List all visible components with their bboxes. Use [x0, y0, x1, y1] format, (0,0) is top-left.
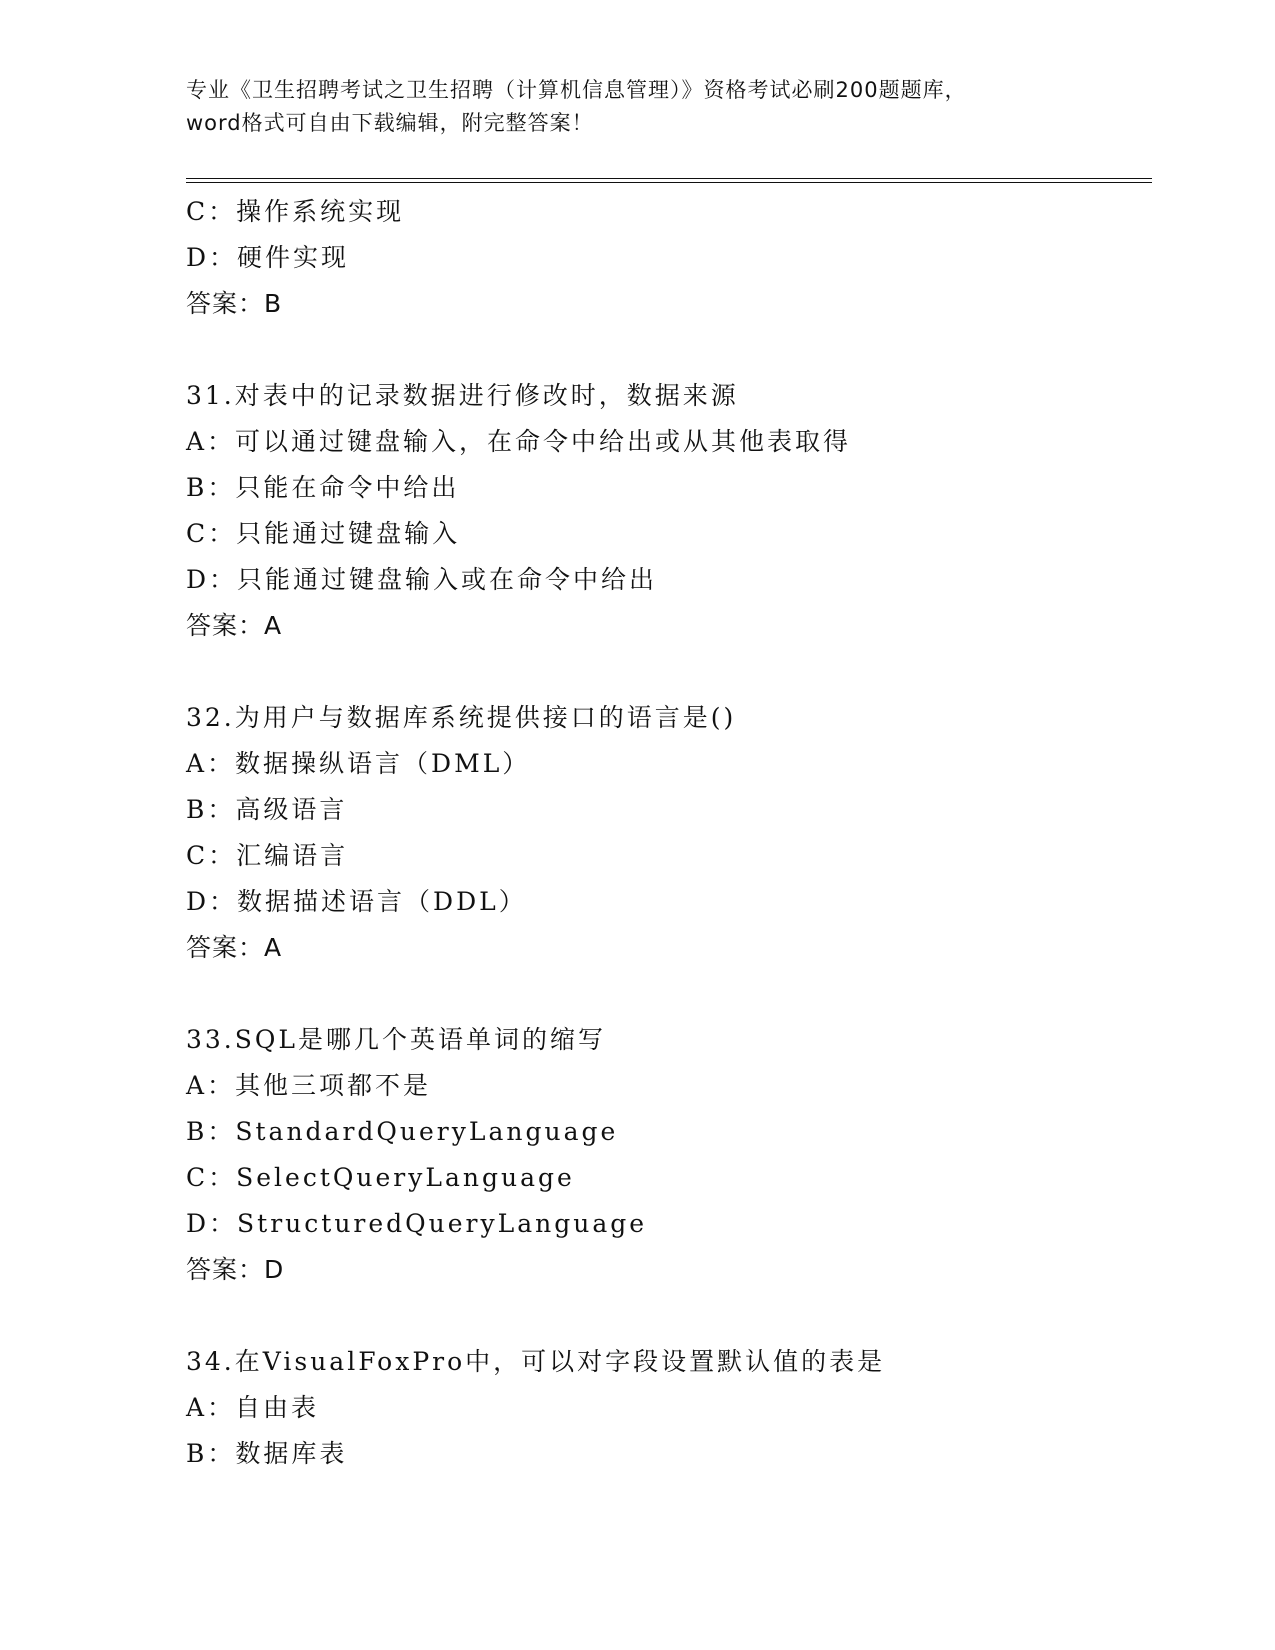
- spacer: [186, 649, 1136, 695]
- question-stem: 32.为用户与数据库系统提供接口的语言是(): [186, 703, 737, 732]
- option-b: B：高级语言: [186, 795, 348, 824]
- question-stem: 31.对表中的记录数据进行修改时，数据来源: [186, 381, 739, 410]
- option-a: A：其他三项都不是: [186, 1071, 432, 1100]
- option-c: C：操作系统实现: [186, 197, 405, 226]
- spacer: [186, 1293, 1136, 1339]
- option-d: D：只能通过键盘输入或在命令中给出: [186, 565, 658, 594]
- question-stem: 33.SQL是哪几个英语单词的缩写: [186, 1025, 606, 1054]
- question-block-33: [186, 1017, 1136, 1293]
- option-d: D：StructuredQueryLanguage: [186, 1209, 648, 1238]
- option-c: C：汇编语言: [186, 841, 349, 870]
- option-c: C：只能通过键盘输入: [186, 519, 461, 548]
- option-a: A：可以通过键盘输入，在命令中给出或从其他表取得: [186, 427, 852, 456]
- answer-line: 答案：D: [186, 1255, 285, 1284]
- document-header: [186, 74, 1086, 140]
- header-line-1: 专业《卫生招聘考试之卫生招聘（计算机信息管理）》资格考试必刷200题题库，: [186, 78, 967, 102]
- document-body: [186, 189, 1136, 1477]
- option-b: B：StandardQueryLanguage: [186, 1117, 619, 1146]
- answer-line: 答案：B: [186, 289, 283, 318]
- option-c: C：SelectQueryLanguage: [186, 1163, 575, 1192]
- option-a: A：自由表: [186, 1393, 320, 1422]
- answer-line: 答案：A: [186, 611, 283, 640]
- spacer: [186, 327, 1136, 373]
- header-line-2: word格式可自由下载编辑，附完整答案！: [186, 111, 594, 135]
- question-stem: 34.在VisualFoxPro中，可以对字段设置默认值的表是: [186, 1347, 886, 1376]
- option-a: A：数据操纵语言（DML）: [186, 749, 531, 778]
- question-block-32: [186, 695, 1136, 971]
- spacer: [186, 971, 1136, 1017]
- question-block-31: [186, 373, 1136, 649]
- option-b: B：只能在命令中给出: [186, 473, 460, 502]
- answer-line: 答案：A: [186, 933, 283, 962]
- header-double-rule: [186, 178, 1152, 183]
- option-b: B：数据库表: [186, 1439, 348, 1468]
- option-d: D：硬件实现: [186, 243, 350, 272]
- question-block-34: [186, 1339, 1136, 1477]
- option-d: D：数据描述语言（DDL）: [186, 887, 527, 916]
- question-block-30: [186, 189, 1136, 327]
